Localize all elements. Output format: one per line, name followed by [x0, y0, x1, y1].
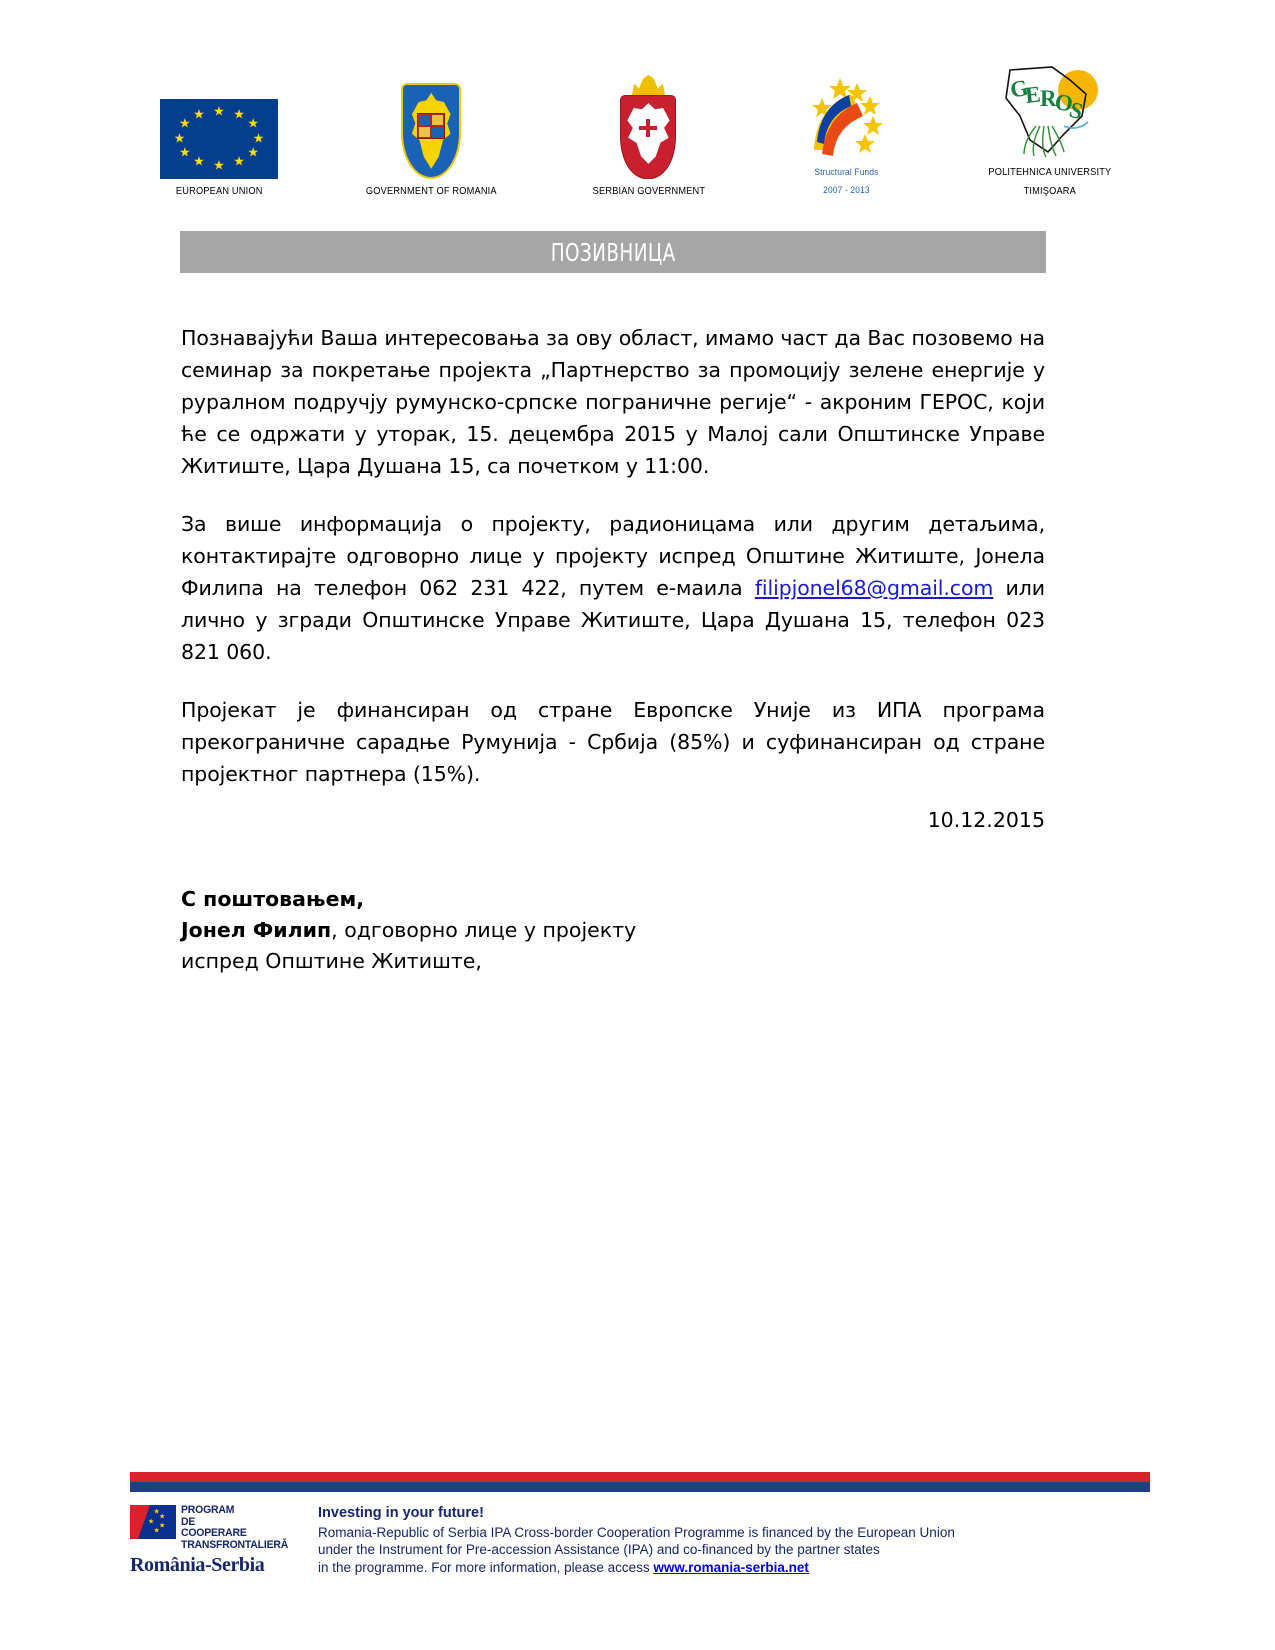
paragraph-invitation [181, 322, 1045, 482]
eu-flag-icon: ★ ★ ★ ★ ★ ★ ★ ★ ★ ★ ★ ★ [160, 99, 278, 179]
structural-funds-caption-line2: 2007 - 2013 [822, 185, 870, 197]
svg-text:R: R [1040, 85, 1057, 111]
footer-line-1: Romania-Republic of Serbia IPA Cross-border Cooperation Programme is financed by the European Union [318, 1524, 955, 1540]
email-link[interactable]: filipjonel68@gmail.com [754, 576, 994, 600]
paragraph-invitation-text: Познавајући Ваша интересовања за ову област, имамо част да Вас позовемо на семинар за покретање пројекта „Партнерство за промоцију зелене енергије у руралном подручју румунско-српске пограничне регије“ - акроним ГЕРОС, који ће се одржати у уторак, 15. децембра 2015 у Малој сали Општинске Управе Житиште, Цара Душана 15, са почетком у 11:00. [181, 326, 1045, 478]
romania-logo-cell [357, 48, 506, 198]
programme-logo-words [181, 1505, 288, 1551]
footer-line-2: under the Instrument for Pre-accession Assistance (IPA) and co-financed by the partner states [318, 1542, 880, 1557]
paragraph-contact-text-after: или лично у згради Општинске Управе Житиште, Цара Душана 15, телефон 023 821 060. [181, 576, 1045, 664]
serbia-logo-cell [585, 48, 713, 198]
geros-logo-cell [980, 48, 1120, 198]
logo-header-strip [160, 48, 1120, 198]
programme-website-link[interactable]: www.romania-serbia.net [653, 1559, 809, 1575]
eu-logo-cell [160, 48, 278, 198]
geros-caption-line1: POLITEHNICA UNIVERSITY [988, 165, 1112, 178]
geros-logo-icon [990, 64, 1110, 160]
programme-logo-title: România-Serbia [130, 1554, 265, 1576]
footer-block [130, 1503, 1150, 1577]
letter-date [181, 808, 1045, 832]
romania-coat-of-arms-icon [401, 83, 461, 179]
signature-closing: С поштовањем, [181, 887, 365, 911]
programme-logo [130, 1503, 302, 1577]
svg-text:S: S [1066, 96, 1086, 124]
letter-body [181, 322, 1045, 790]
programme-word-cooperare: COOPERARE [181, 1527, 247, 1539]
signature-name: Јонел Филип [181, 918, 332, 942]
document-title-banner [180, 231, 1046, 273]
programme-word-program: PROGRAM [181, 1504, 235, 1516]
paragraph-contact-text-before: За више информација о пројекту, радионицама или другим детаљима, контактирајте одговорно лице у пројекту испред Општине Житиште, Јонела Филипа на телефон 062 231 422, путем е-маила [181, 512, 1045, 600]
paragraph-funding-text: Пројекат је финансиран од стране Европске Уније из ИПА програма прекограничне сарадње Румунија - Србија (85%) и суфинансиран од стране пројектног партнера (15%). [181, 698, 1045, 786]
eu-logo-caption: EUROPEAN UNION [175, 184, 263, 197]
footer-headline: Investing in your future! [318, 1505, 484, 1521]
structural-funds-logo-cell [791, 48, 901, 198]
footer-rule-red [130, 1472, 1150, 1482]
signature-block [181, 884, 881, 977]
programme-word-transfrontaliera: TRANSFRONTALIERĂ [181, 1538, 289, 1551]
footer-line-3: in the programme. For more information, please access [318, 1559, 654, 1575]
signature-role: , одговорно лице у пројекту [331, 918, 637, 942]
signature-name-role [181, 915, 881, 946]
paragraph-contact [181, 508, 1045, 668]
structural-funds-swoosh-icon [791, 72, 901, 162]
romania-logo-caption: GOVERNMENT OF ROMANIA [365, 184, 497, 197]
letter-date-value: 10.12.2015 [927, 808, 1045, 832]
footer-rule-blue [130, 1482, 1150, 1492]
svg-text:G: G [1007, 74, 1031, 103]
programme-word-de: DE [181, 1515, 196, 1528]
signature-organization: испред Општине Житиште, [181, 949, 482, 973]
paragraph-funding [181, 694, 1045, 790]
svg-text:O: O [1053, 88, 1075, 117]
programme-flag-icon: ★ ★ ★ ★ ★ [130, 1505, 176, 1539]
structural-funds-caption-line1: Structural Funds [814, 167, 879, 179]
footer-color-rule [130, 1472, 1150, 1492]
serbia-coat-of-arms-icon [617, 75, 679, 179]
geros-caption-line2: TIMIŞOARA [1023, 184, 1077, 197]
footer-disclaimer [302, 1503, 1150, 1576]
svg-text:E: E [1023, 81, 1042, 108]
page-title: ПОЗИВНИЦА [550, 237, 676, 267]
serbia-logo-caption: SERBIAN GOVERNMENT [592, 184, 705, 197]
